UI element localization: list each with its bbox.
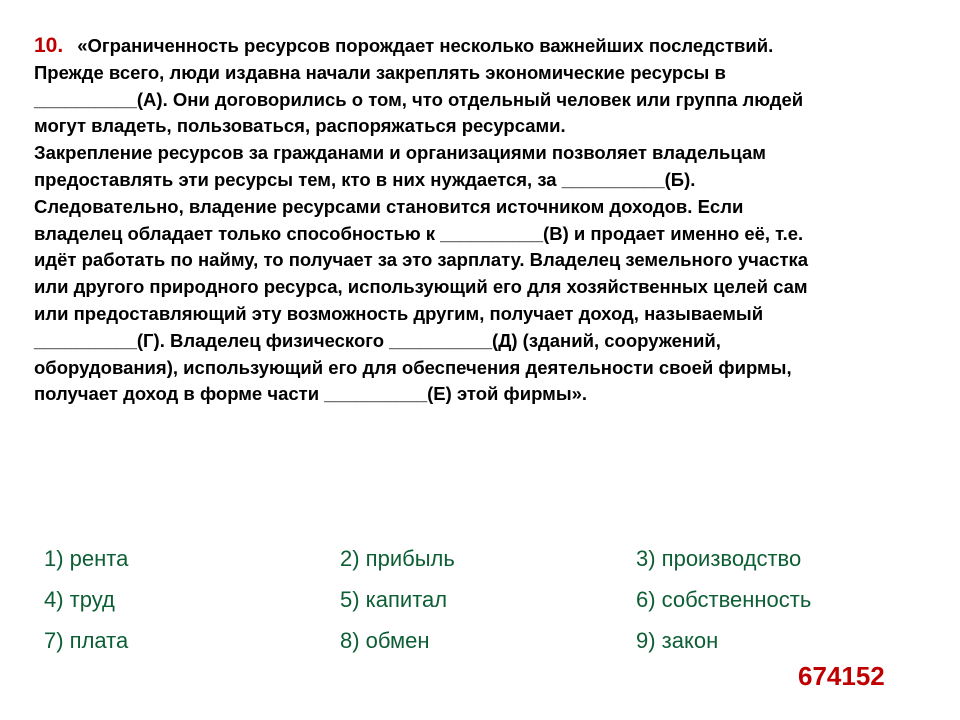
option-7: 7) плата [44,628,129,653]
option-6: 6) собственность [636,587,812,612]
option-5: 5) капитал [340,587,448,612]
task-line-13: оборудования), использующий его для обеспечения деятельности своей фирмы, [34,356,792,378]
task-line-7: Следовательно, владение ресурсами становится источником доходов. Если [34,195,744,217]
task-line-1 [34,33,914,60]
option-2: 2) прибыль [340,546,455,571]
task-line-10: или другого природного ресурса, использующий его для хозяйственных целей сам [34,276,808,298]
option-1: 1) рента [44,546,129,571]
task-line-3: __________(А). Они договорились о том, что отдельный человек или группа людей [34,88,804,110]
option-8: 8) обмен [340,628,430,653]
task-line-9: идёт работать по найму, то получает за это зарплату. Владелец земельного участка [34,249,809,271]
task-line-14: получает доход в форме части __________(Е) этой фирмы». [34,383,588,405]
task-line-2: Прежде всего, люди издавна начали закреплять экономические ресурсы в [34,61,726,83]
task-line-5: Закрепление ресурсов за гражданами и организациями позволяет владельцам [34,142,766,164]
task-line-6: предоставлять эти ресурсы тем, кто в них нуждается, за __________(Б). [34,168,696,190]
task-line-11: или предоставляющий эту возможность другим, получает доход, называемый [34,302,764,324]
task-line-text: «Ограниченность ресурсов порождает несколько важнейших последствий. [77,35,774,56]
task-line-8: владелец обладает только способностью к __________(В) и продает именно её, т.е. [34,222,804,244]
option-4: 4) труд [44,587,115,612]
task-text [34,33,914,408]
option-3: 3) производство [636,546,802,571]
option-9: 9) закон [636,628,719,653]
task-number: 10. [34,34,64,57]
task-line-4: могут владеть, пользоваться, распоряжаться ресурсами. [34,115,566,137]
task-line-12: __________(Г). Владелец физического __________(Д) (зданий, сооружений, [34,329,721,351]
answer-code: 674152 [798,661,885,691]
